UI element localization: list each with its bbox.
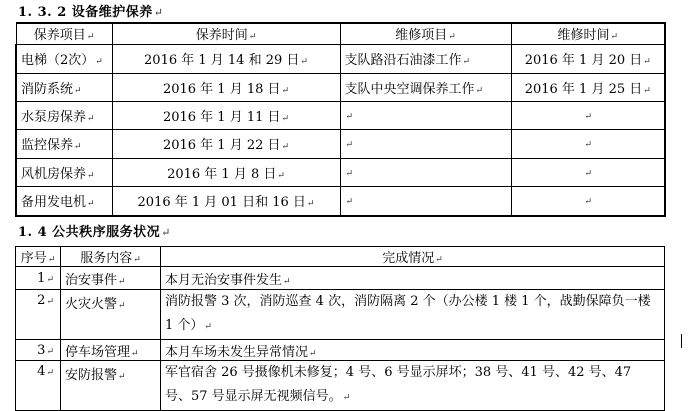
table-cell: 支队路沿石油漆工作↵ [340,44,511,73]
public-order-table [15,246,665,411]
table-row [16,129,665,158]
table-cell: ↵ [340,101,511,129]
table-row [16,44,665,73]
table-cell: 3↵ [16,340,61,361]
table-cell: 备用发电机↵ [16,186,112,216]
table-cell: 风机房保养↵ [16,158,112,186]
table-row [16,101,665,129]
table-cell: ↵ [340,158,511,186]
table-cell: 2016 年 1 月 8 日↵ [112,158,340,186]
table-cell: 水泵房保养↵ [16,101,112,129]
text-cursor [681,334,682,348]
table-cell: 停车场管理↵ [61,340,161,361]
maintenance-table [15,22,666,217]
table-cell: ↵ [340,129,511,158]
table-cell: ↵ [511,129,665,158]
header-cell: 维修项目↵ [340,23,511,44]
table-cell: ↵ [511,101,665,129]
table-cell: 本月车场未发生异常情况↵ [161,340,665,361]
section-title-public-order: 1. 4 公共秩序服务状况↵ [18,225,171,240]
header-cell: 序号↵ [16,247,61,267]
table-cell: ↵ [340,186,511,216]
table-header-row [16,23,665,44]
table-row [16,290,665,340]
table-cell: 2016 年 1 月 01 日和 16 日↵ [112,186,340,216]
table-cell: 2016 年 1 月 14 和 29 日↵ [112,44,340,73]
table-cell: 监控保养↵ [16,129,112,158]
table-row [16,267,665,290]
table-header-row [16,247,665,267]
table-cell: 支队中央空调保养工作↵ [340,73,511,101]
table-cell: 4↵ [16,361,61,411]
header-cell: 完成情况↵ [161,247,665,267]
table-cell: 安防报警↵ [61,361,161,411]
table-cell: ↵ [511,186,665,216]
table-cell: 1↵ [16,267,61,290]
table-cell: 军官宿舍 26 号摄像机未修复；4 号、6 号显示屏坏；38 号、41 号、42 号、47 号、57 号显示屏无视频信号。↵ [161,361,665,411]
header-cell: 维修时间↵ [511,23,665,44]
table-cell: 火灾火警↵ [61,290,161,340]
table-cell: 2↵ [16,290,61,340]
table-row [16,361,665,411]
table-cell: 2016 年 1 月 18 日↵ [112,73,340,101]
table-row [16,158,665,186]
table-cell: 2016 年 1 月 25 日↵ [511,73,665,101]
section-title-maintenance: 1. 3. 2 设备维护保养↵ [18,5,164,20]
header-cell: 保养时间↵ [112,23,340,44]
table-cell: 治安事件↵ [61,267,161,290]
table-cell: 2016 年 1 月 11 日↵ [112,101,340,129]
table-cell: 2016 年 1 月 22 日↵ [112,129,340,158]
table-row [16,340,665,361]
table-row [16,186,665,216]
header-cell: 服务内容↵ [61,247,161,267]
table-cell: 2016 年 1 月 20 日↵ [511,44,665,73]
header-cell: 保养项目↵ [16,23,112,44]
table-cell: 消防系统↵ [16,73,112,101]
table-row [16,73,665,101]
table-cell: ↵ [511,158,665,186]
table-cell: 消防报警 3 次，消防巡查 4 次，消防隔离 2 个（办公楼 1 楼 1 个，战勤保障负一楼 1 个）↵ [161,290,665,340]
table-cell: 电梯（2次）↵ [16,44,112,73]
table-cell: 本月无治安事件发生↵ [161,267,665,290]
